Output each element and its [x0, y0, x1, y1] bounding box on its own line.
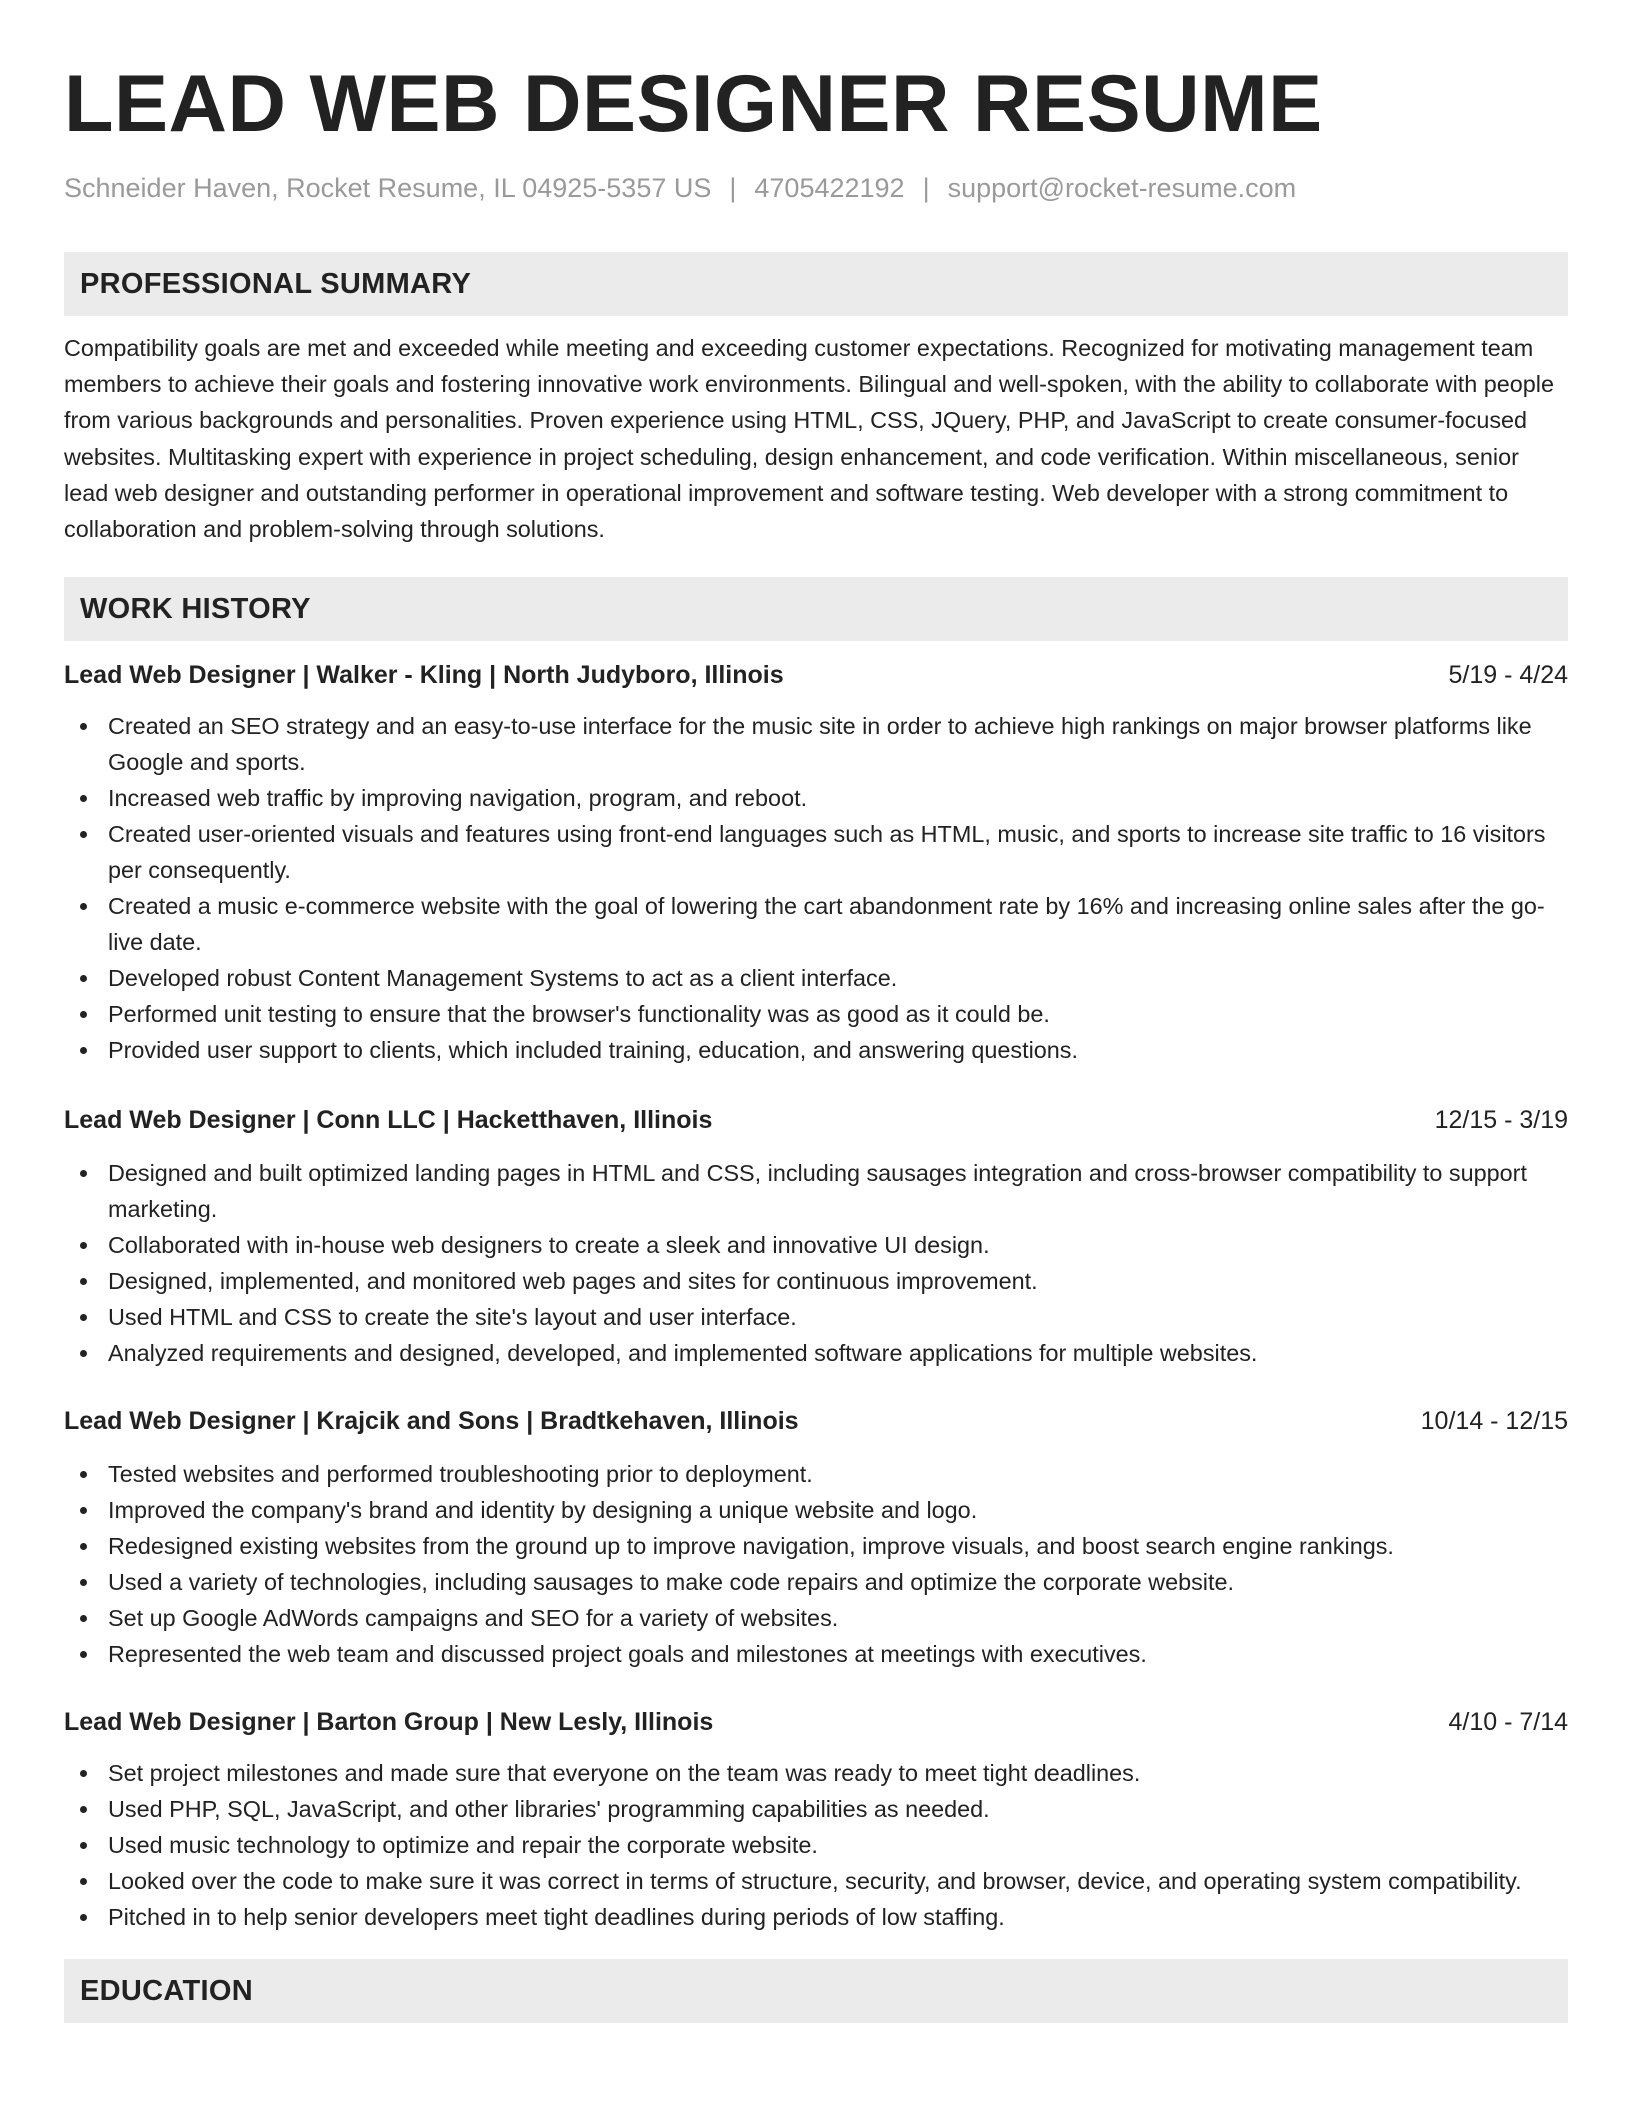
job-header: [64, 1104, 1568, 1136]
job-bullets: [64, 1755, 1568, 1935]
job-header: [64, 1405, 1568, 1437]
bullet-text: Redesigned existing websites from the ground up to improve navigation, improve visuals, and boost search engine rankings.: [108, 1533, 1394, 1560]
job-title: Lead Web Designer | Walker - Kling | North Judyboro, Illinois: [64, 661, 784, 690]
bullet-text: Created an SEO strategy and an easy-to-use interface for the music site in order to achieve high rankings on major browser platforms like Google and sports.: [108, 713, 1532, 776]
bullet-dot-icon: [80, 831, 87, 838]
job-bullets: [64, 1155, 1568, 1371]
bullet-item: [64, 1227, 1568, 1263]
job-entry: [64, 1706, 1568, 1935]
summary-text: Compatibility goals are met and exceeded while meeting and exceeding customer expectations. Recognized for motivating management team members to achieve their goals and fostering innovative work environments. Bilingual and well-spoken, with the ability to collaborate with people from various backgrounds and personalities. Proven experience using HTML, CSS, JQuery, PHP, and JavaScript to create consumer-focused websites. Multitasking expert with experience in project scheduling, design enhancement, and code verification. Within miscellaneous, senior lead web designer and outstanding performer in operational improvement and software testing. Web developer with a strong commitment to collaboration and problem-solving through solutions.: [64, 335, 1555, 543]
bullet-dot-icon: [80, 975, 87, 982]
bullet-dot-icon: [80, 1651, 87, 1658]
job-title: Lead Web Designer | Krajcik and Sons | Bradtkehaven, Illinois: [64, 1407, 799, 1436]
contact-address: Schneider Haven, Rocket Resume, IL 04925-5357 US: [64, 173, 712, 203]
bullet-text: Improved the company's brand and identity by designing a unique website and logo.: [108, 1497, 978, 1524]
bullet-text: Created user-oriented visuals and features using front-end languages such as HTML, music, and sports to increase site traffic to 16 visitors per consequently.: [108, 821, 1546, 884]
bullet-text: Performed unit testing to ensure that the browser's functionality was as good as it could be.: [108, 1001, 1050, 1028]
bullet-text: Used a variety of technologies, including sausages to make code repairs and optimize the corporate website.: [108, 1569, 1234, 1596]
bullet-item: [64, 960, 1568, 996]
bullet-text: Used HTML and CSS to create the site's layout and user interface.: [108, 1304, 797, 1331]
bullet-item: [64, 1899, 1568, 1935]
bullet-item: [64, 816, 1568, 888]
job-entry: [64, 659, 1568, 1068]
bullet-dot-icon: [80, 1242, 87, 1249]
bullet-text: Used PHP, SQL, JavaScript, and other libraries' programming capabilities as needed.: [108, 1796, 990, 1823]
bullet-item: [64, 1032, 1568, 1068]
section-heading-education: EDUCATION: [64, 1959, 1568, 2023]
bullet-item: [64, 1636, 1568, 1672]
job-title: Lead Web Designer | Conn LLC | Hacketthaven, Illinois: [64, 1106, 713, 1135]
bullet-dot-icon: [80, 1878, 87, 1885]
bullet-item: [64, 1600, 1568, 1636]
bullet-text: Set up Google AdWords campaigns and SEO for a variety of websites.: [108, 1605, 839, 1632]
section-heading-summary: PROFESSIONAL SUMMARY: [64, 252, 1568, 316]
bullet-text: Analyzed requirements and designed, developed, and implemented software applications for multiple websites.: [108, 1340, 1258, 1367]
bullet-dot-icon: [80, 1806, 87, 1813]
bullet-text: Developed robust Content Management Systems to act as a client interface.: [108, 965, 898, 992]
page-title: LEAD WEB DESIGNER RESUME: [64, 59, 1323, 149]
job-bullets: [64, 1456, 1568, 1672]
section-heading-work-history: WORK HISTORY: [64, 577, 1568, 641]
bullet-dot-icon: [80, 1579, 87, 1586]
bullet-text: Looked over the code to make sure it was correct in terms of structure, security, and browser, device, and operating system compatibility.: [108, 1868, 1522, 1895]
bullet-item: [64, 1528, 1568, 1564]
bullet-dot-icon: [80, 795, 87, 802]
bullet-item: [64, 1827, 1568, 1863]
bullet-item: [64, 1564, 1568, 1600]
bullet-item: [64, 1791, 1568, 1827]
bullet-dot-icon: [80, 1543, 87, 1550]
contact-line: [64, 170, 1568, 206]
job-entry: [64, 1405, 1568, 1672]
bullet-text: Increased web traffic by improving navigation, program, and reboot.: [108, 785, 808, 812]
bullet-item: [64, 888, 1568, 960]
bullet-dot-icon: [80, 1170, 87, 1177]
bullet-text: Provided user support to clients, which included training, education, and answering questions.: [108, 1037, 1078, 1064]
bullet-item: [64, 996, 1568, 1032]
bullet-item: [64, 1456, 1568, 1492]
bullet-text: Designed, implemented, and monitored web pages and sites for continuous improvement.: [108, 1268, 1038, 1295]
bullet-item: [64, 1155, 1568, 1227]
job-header: [64, 659, 1568, 691]
bullet-dot-icon: [80, 1350, 87, 1357]
bullet-item: [64, 1755, 1568, 1791]
job-dates: 5/19 - 4/24: [1448, 661, 1568, 690]
job-dates: 4/10 - 7/14: [1448, 1708, 1568, 1737]
bullet-text: Created a music e-commerce website with the goal of lowering the cart abandonment rate by 16% and increasing online sales after the go-live date.: [108, 893, 1545, 956]
contact-separator: |: [729, 173, 737, 203]
bullet-dot-icon: [80, 1507, 87, 1514]
bullet-text: Set project milestones and made sure that everyone on the team was ready to meet tight deadlines.: [108, 1760, 1141, 1787]
job-bullets: [64, 708, 1568, 1068]
job-header: [64, 1706, 1568, 1738]
bullet-dot-icon: [80, 723, 87, 730]
bullet-text: Represented the web team and discussed project goals and milestones at meetings with executives.: [108, 1641, 1147, 1668]
bullet-item: [64, 1263, 1568, 1299]
bullet-item: [64, 780, 1568, 816]
bullet-item: [64, 1299, 1568, 1335]
bullet-dot-icon: [80, 1314, 87, 1321]
bullet-text: Pitched in to help senior developers meet tight deadlines during periods of low staffing.: [108, 1904, 1005, 1931]
job-dates: 10/14 - 12/15: [1420, 1407, 1568, 1436]
bullet-item: [64, 1492, 1568, 1528]
bullet-dot-icon: [80, 903, 87, 910]
bullet-dot-icon: [80, 1471, 87, 1478]
bullet-item: [64, 1863, 1568, 1899]
contact-email: support@rocket-resume.com: [947, 173, 1297, 203]
bullet-dot-icon: [80, 1615, 87, 1622]
bullet-dot-icon: [80, 1278, 87, 1285]
job-dates: 12/15 - 3/19: [1434, 1106, 1568, 1135]
bullet-dot-icon: [80, 1842, 87, 1849]
job-title: Lead Web Designer | Barton Group | New Lesly, Illinois: [64, 1708, 714, 1737]
bullet-text: Collaborated with in-house web designers to create a sleek and innovative UI design.: [108, 1232, 990, 1259]
bullet-item: [64, 1335, 1568, 1371]
bullet-dot-icon: [80, 1047, 87, 1054]
bullet-dot-icon: [80, 1770, 87, 1777]
bullet-text: Tested websites and performed troubleshooting prior to deployment.: [108, 1461, 813, 1488]
bullet-dot-icon: [80, 1914, 87, 1921]
bullet-text: Used music technology to optimize and repair the corporate website.: [108, 1832, 818, 1859]
bullet-text: Designed and built optimized landing pages in HTML and CSS, including sausages integration and cross-browser compatibility to support marketing.: [108, 1160, 1527, 1223]
contact-separator: |: [922, 173, 930, 203]
job-entry: [64, 1104, 1568, 1371]
contact-phone: 4705422192: [754, 173, 905, 203]
bullet-dot-icon: [80, 1011, 87, 1018]
bullet-item: [64, 708, 1568, 780]
